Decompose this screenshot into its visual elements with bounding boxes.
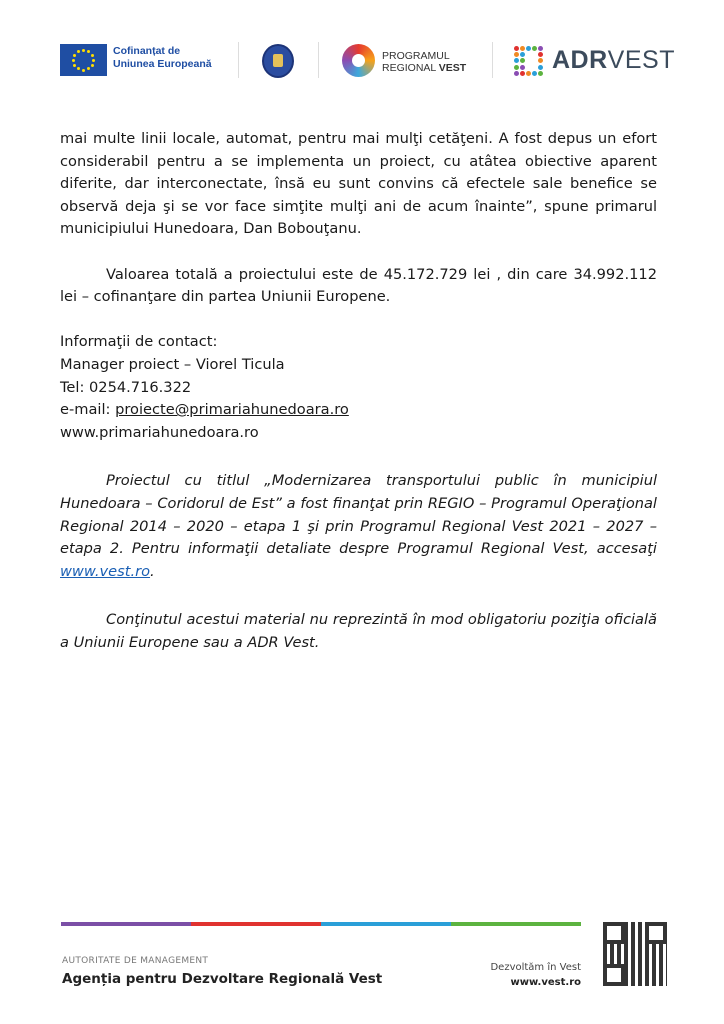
footer-bar-blue: [321, 922, 451, 926]
eu-line-2: Uniunea Europeană: [113, 58, 212, 70]
disclaimer-paragraph: Conţinutul acestui material nu reprezintă în mod obligatoriu poziţia oficială a Uniunii Europene sau a ADR Vest.: [60, 611, 657, 651]
adr-vest-dots-logo: [514, 46, 544, 76]
contact-phone: Tel: 0254.716.322: [60, 378, 192, 396]
programul-regional-vest-text: [382, 50, 466, 74]
adr-vest-wordmark: [552, 46, 675, 75]
divider: [318, 42, 319, 78]
footer-bar-green: [451, 922, 581, 926]
contact-block: [60, 331, 657, 444]
qr-code-icon: [603, 922, 667, 986]
email-label: e-mail:: [60, 401, 116, 419]
prv-line-1: PROGRAMUL: [382, 50, 450, 62]
body-content: [60, 128, 657, 654]
funding-end: .: [150, 562, 155, 580]
value-paragraph: Valoarea totală a proiectului este de 45.172.729 lei , din care 34.992.112 lei – cofinanţare din partea Uniunii Europene.: [60, 265, 657, 306]
prv-line-2-bold: VEST: [438, 62, 467, 74]
eu-line-1: Cofinanțat de: [113, 45, 181, 57]
eu-cofinancing-text: [113, 45, 212, 71]
divider: [238, 42, 239, 78]
quote-paragraph: mai multe linii locale, automat, pentru mai mulţi cetăţeni. A fost depus un efort considerabil pentru a se implementa un proiect, cu atâtea obiective aparent diferite, dar interconectate, însă eu sunt convins că efectele sale benefice se observă deja şi se vor face simţite mulţi ani de acum înainte”, spune primarul municipiului Hunedoara, Dan Bobouţanu.: [60, 130, 657, 238]
footer-bar-purple: [61, 922, 191, 926]
prv-line-2: REGIONAL: [382, 62, 439, 74]
vest-link[interactable]: www.vest.ro: [60, 562, 151, 580]
programul-regional-vest-logo: [342, 44, 375, 77]
email-link[interactable]: proiecte@primariahunedoara.ro: [115, 401, 349, 419]
authority-label: AUTORITATE DE MANAGEMENT: [62, 956, 209, 966]
footer-tagline: Dezvoltăm în Vest: [490, 962, 581, 973]
romanian-government-logo: [262, 44, 294, 78]
eu-flag-logo: [60, 44, 107, 76]
project-funding-paragraph: [60, 470, 657, 583]
divider: [492, 42, 493, 78]
contact-website: www.primariahunedoara.ro: [60, 423, 259, 441]
funding-text: Proiectul cu titlul „Modernizarea transportului public în municipiul Hunedoara – Coridorul de Est” a fost finanţat prin REGIO – Programul Operaţional Regional 2014 – 2020 – etapa 1 şi prin Programul Regional Vest 2021 – 2027 – etapa 2. Pentru informaţii detaliate despre Programul Regional Vest, accesaţi: [60, 472, 657, 558]
contact-title: Informaţii de contact:: [60, 333, 218, 351]
footer-bar-red: [191, 922, 321, 926]
agency-name: Agenția pentru Dezvoltare Regională Vest: [62, 971, 383, 987]
adr-light: VEST: [607, 46, 675, 74]
page-header: [60, 40, 675, 82]
contact-manager: Manager proiect – Viorel Ticula: [60, 355, 285, 373]
footer-url: www.vest.ro: [510, 977, 581, 988]
adr-bold: ADR: [552, 46, 608, 74]
